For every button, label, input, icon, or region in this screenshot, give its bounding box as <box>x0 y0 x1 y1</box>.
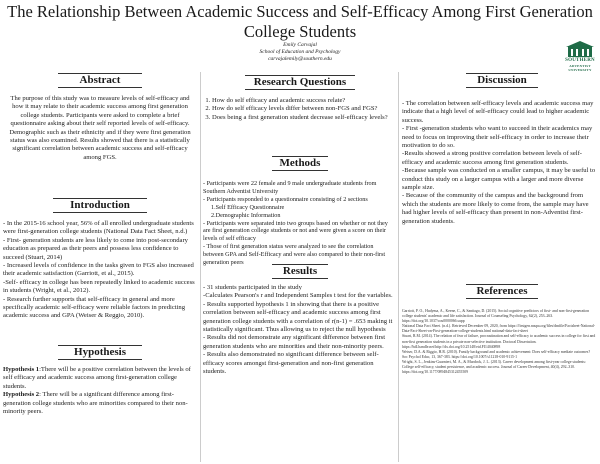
results-paragraph: - Results also demonstrated no significant difference between self-efficacy scores amongst first-generation and non-first generation students. <box>203 351 379 376</box>
logo-subname: ADVENTIST UNIVERSITY <box>568 64 592 72</box>
hypothesis-text <box>3 366 197 416</box>
results-heading: Results <box>272 264 328 279</box>
references-heading: References <box>466 284 538 299</box>
introduction-heading: Introduction <box>53 198 147 213</box>
discussion-paragraph: -Because sample was conducted on a smaller campus, it may be useful to conduct this study on a larger campus with a larger and more diverse sample size. <box>402 167 596 192</box>
discussion-text <box>402 100 596 226</box>
methods-line: - Those of first generation status were analyzed to see the correlation between GPA and Self-Efficacy and were also compared to their non-first generation peers <box>203 243 386 267</box>
results-text <box>203 284 395 376</box>
discussion-paragraph: - Because of the community of the campus and the background from which the students are more likely to come from, the sample may have had higher levels of self-efficacy than present in non-Adventist first-generation students. <box>402 192 589 225</box>
intro-paragraph: - Increased levels of confidence in the tasks given to FGS also increased their academic satisfaction (Garriott, et al., 2015). <box>3 262 194 278</box>
hypothesis-heading: Hypothesis <box>58 345 142 360</box>
intro-paragraph: - First- generation students are less likely to come into post-secondary education as prepared as their peers and possess less confidence to succeed (Stuart, 2014) <box>3 236 188 261</box>
poster-title: The Relationship Between Academic Success and Self-Efficacy Among First Generation College Students <box>7 2 593 41</box>
discussion-heading: Discussion <box>466 73 538 88</box>
methods-line: - Participants responded to a questionnaire consisting of 2 sections <box>203 195 368 203</box>
author-affiliation: School of Education and Psychology <box>259 49 341 55</box>
hypothesis-2: Hypothesis 2: There will be a significant difference among first-generation college students who are minorities compared to their non-minority peers. <box>3 391 188 416</box>
discussion-paragraph: - First -generation students who want to succeed in their academics may need to focus on improving their self-efficacy in order to increase their motivation to do so. <box>402 125 593 150</box>
methods-text <box>203 180 395 267</box>
research-question: 2. How do self efficacy levels differ between non-FGS and FGS? <box>212 105 393 113</box>
intro-paragraph: -Self- efficacy in college has been repeatedly linked to academic success in students (Wright, et al., 2012). <box>3 278 195 295</box>
hypothesis-1: Hypothesis 1:There will be a positive correlation between the levels of self efficacy and academic success among first-generation college students. <box>3 366 191 390</box>
reference-item: Wright, S. L., Jenkins-Guarnieri, M. A., & Murdock, J. L. (2013). Career development among first-year college students: College self-efficacy, student persistence, and academic success. Journal of Career Development, 40(4), 292–310. https://doi.org/10.1177/0894845312455509 <box>402 359 586 375</box>
abstract-paragraph: The purpose of this study was to measure levels of self-efficacy and how it may relate to their academic success among first generation college students. Participants were asked to complete a brief questionnaire asking about their self reported levels of self-efficacy. Demographic such as their ethnicity and if they were first generation status was also examined. Results showed that there is a statistically significant correlation between academic success and self-efficacy among FGS. <box>9 95 191 161</box>
discussion-paragraph: -Results showed a strong positive correlation between levels of self-efficacy and academic success among first generation students. <box>402 150 582 166</box>
abstract-text <box>4 95 196 162</box>
results-paragraph: -Calculates Pearson's r and Independent Samples t test for the variables. <box>203 292 393 300</box>
methods-heading: Methods <box>272 156 328 171</box>
hypothesis-label: Hypothesis 1 <box>3 366 40 373</box>
reference-item: Weiser, D.A. & Riggio, H.R. (2010). Family background and academic achievement: Does self-efficacy mediate outcomes? Soc Psychol Educ, 13, 367-383. https://doi.org/10.1007/s11218-010-9115-1 <box>402 349 591 359</box>
logo-name: SOUTHERN <box>565 58 595 63</box>
intro-paragraph: - Research further supports that self-efficacy in general and more specifically academic self-efficacy were reliable factors in predicting academic success and GPA (Weiser & Reggio, 2010). <box>3 295 186 320</box>
methods-line: - Participants were separated into two groups based on whether or not they are first generation college students or not and were given a score on their levels of self efficacy <box>203 219 388 243</box>
references-list <box>402 309 596 375</box>
methods-line: 2.Demographic Information <box>211 211 281 219</box>
column-divider <box>200 72 201 462</box>
author-name: Emily Carvajal <box>283 42 317 48</box>
research-question: 3. Does being a first generation student decrease self-efficacy levels? <box>212 114 393 122</box>
column-divider <box>398 72 399 462</box>
reference-item: Stuart, R.M. (2014). The relation of fear of failure, procrastination and self-efficacy to academic success in college for first and non-first generation students in a private non-selective institution. Doctoral Dissertation. https://hdl.handle.net/http://dx.doi.org/10.25148/etd.FI14040898 <box>402 334 596 349</box>
introduction-text <box>3 220 197 321</box>
abstract-heading: Abstract <box>58 73 142 88</box>
methods-line: 1.Self Efficacy Questionnaire <box>211 203 285 211</box>
hypothesis-label: Hypothesis 2 <box>3 391 40 399</box>
results-paragraph: - Results supported hypothesis 1 in showing that there is a positive correlation between self-efficacy and academic success among first generation college students with a correlation of r(n-1) = .653 making it statistically significant. Thus allowing us to reject the null hypothesis <box>203 300 393 334</box>
methods-line: - Participants were 22 female and 9 male undergraduate students from Southern Adventist University <box>203 180 377 195</box>
results-paragraph: - Results did not demonstrate any significant difference between first generation students who are minorities and their non-minority peers. <box>203 334 386 350</box>
author-block <box>200 42 400 63</box>
author-email: carvajalemily@southern.edu <box>268 56 332 62</box>
university-logo-icon <box>560 40 600 60</box>
research-question: 1. How do self efficacy and academic success relate? <box>212 97 393 105</box>
intro-paragraph: - In the 2015-16 school year, 56% of all enrolled undergraduate students were first-generation college students (National Data Fact Sheet, n.d.) <box>3 220 194 236</box>
reference-item: National Data Fact Sheet. (n.d.). Retrieved December 09, 2020, from https://firstgen.naspa.org/files/dmfile/Factsheet-National-Data-Fact-Sheet-on-First-generation-college-students.html national-data-fact-sheet <box>402 324 596 334</box>
university-logo <box>560 40 600 72</box>
research-questions-list <box>203 97 393 122</box>
reference-item: Garriott, P. O., Hudyma, A., Keene, C., & Santiago, D. (2015). Social cognitive predictors of first- and non-first-generation college students' academic and life satisfaction. Journal of Counseling Psychology, 62(2), 253–263. https://doi.org/10.1037/cou0000066.supp <box>402 309 590 324</box>
research-questions-heading: Research Questions <box>245 75 355 90</box>
discussion-paragraph: - The correlation between self-efficacy levels and academic success may indicate that a high level of self-efficacy could lead to higher academic success. <box>402 100 594 124</box>
results-paragraph: - 31 students participated in the study <box>203 284 302 291</box>
